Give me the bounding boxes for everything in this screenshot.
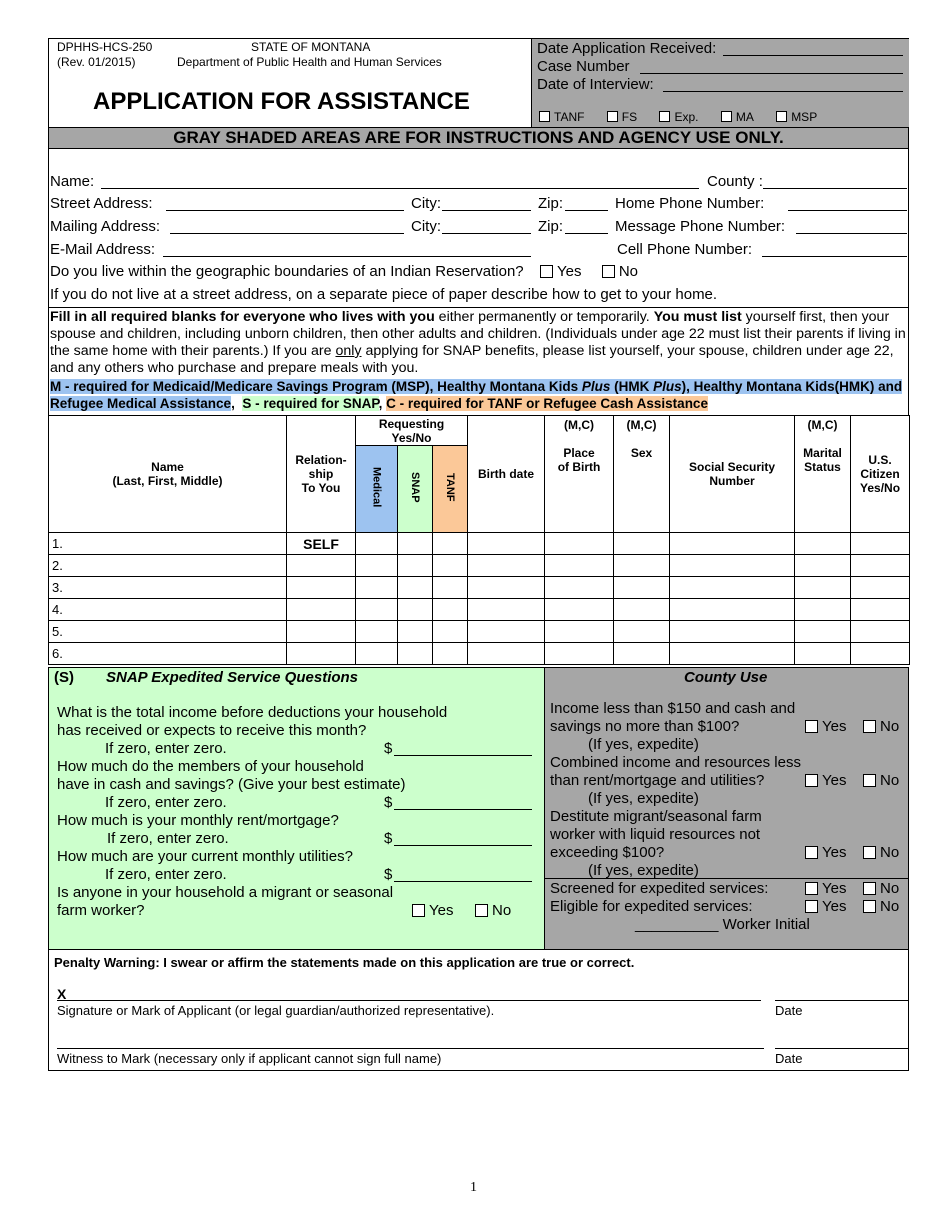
snap-title: SNAP Expedited Service Questions	[106, 669, 359, 686]
penalty-warning: Penalty Warning: I swear or affirm the statements made on this application are true or correct.	[54, 955, 635, 970]
mailing-label: Mailing Address:	[50, 218, 161, 235]
snap-q5: Is anyone in your household a migrant or seasonal	[57, 884, 394, 901]
applicant-signature-line[interactable]	[57, 1000, 761, 1001]
department: Department of Public Health and Human Services	[177, 55, 442, 69]
snap-tag: (S)	[54, 669, 74, 686]
table-row[interactable]: 3.	[49, 577, 910, 599]
household-table	[48, 415, 910, 665]
mailing-field[interactable]	[170, 233, 404, 234]
c2-yes-checkbox[interactable]: Yes	[805, 772, 846, 790]
snap-q2: How much do the members of your household	[57, 758, 364, 775]
state-name: STATE OF MONTANA	[251, 40, 371, 54]
c3-no-checkbox[interactable]: No	[863, 844, 899, 862]
applicant-date-line[interactable]	[775, 1000, 908, 1001]
cell-phone-field[interactable]	[762, 256, 907, 257]
eligible-no-checkbox[interactable]: No	[863, 898, 899, 916]
snap-expedited-section	[48, 667, 545, 950]
city-field-2[interactable]	[442, 233, 531, 234]
county-use-questions: Income less than $150 and cash and savings no more than $100? Yes No (If yes, expedite) Combined income and resources less than rent/mortgage and utilities? Yes No (If yes, expedite) Destitute migrant/seasonal farm worker with liquid resources not exceeding $100? Yes No (If yes, expedite)	[550, 700, 900, 879]
fs-checkbox[interactable]: FS	[607, 110, 637, 124]
migrant-no-checkbox[interactable]: No	[475, 902, 511, 920]
revision: (Rev. 01/2015)	[57, 55, 136, 69]
col-relationship: Relation- ship To You	[287, 416, 356, 533]
witness-label: Witness to Mark (necessary only if applicant cannot sign full name)	[57, 1051, 442, 1066]
reservation-yes-checkbox[interactable]: Yes	[540, 263, 581, 280]
gray-banner: GRAY SHADED AREAS ARE FOR INSTRUCTIONS AND AGENCY USE ONLY.	[48, 127, 909, 149]
zip-label: Zip:	[538, 195, 564, 212]
city-field[interactable]	[442, 210, 531, 211]
zip-field-2[interactable]	[565, 233, 608, 234]
date-interview-label: Date of Interview:	[537, 76, 654, 93]
screened-no-checkbox[interactable]: No	[863, 880, 899, 898]
table-row[interactable]: 6.	[49, 643, 910, 665]
col-medical: Medical	[356, 446, 398, 533]
signature-x: X	[57, 986, 67, 1002]
savings-field[interactable]	[394, 809, 532, 810]
expedited-status: Screened for expedited services: Yes No Eligible for expedited services: Yes No __________ Worker Initial	[550, 880, 906, 934]
snap-q3: How much is your monthly rent/mortgage?	[57, 812, 339, 829]
c2-no-checkbox[interactable]: No	[863, 772, 899, 790]
snap-q4: How much are your current monthly utilities?	[57, 848, 353, 865]
county-field[interactable]	[763, 188, 907, 189]
worker-initial[interactable]: __________ Worker Initial	[635, 916, 810, 933]
agency-box	[531, 39, 909, 127]
reservation-question: Do you live within the geographic boundaries of an Indian Reservation? Yes No	[50, 263, 638, 280]
table-row[interactable]: 1. SELF	[49, 533, 910, 555]
col-requesting: Requesting Yes/No	[356, 416, 468, 446]
witness-signature-line[interactable]	[57, 1048, 764, 1049]
street-label: Street Address:	[50, 195, 153, 212]
col-tanf: TANF	[433, 446, 468, 533]
home-phone-field[interactable]	[788, 210, 907, 211]
applicant-date-label: Date	[775, 1003, 803, 1018]
eligible-yes-checkbox[interactable]: Yes	[805, 898, 846, 916]
email-field[interactable]	[163, 256, 531, 257]
exp-checkbox[interactable]: Exp.	[659, 110, 698, 124]
c1-no-checkbox[interactable]: No	[863, 718, 899, 736]
email-label: E-Mail Address:	[50, 241, 156, 258]
tanf-checkbox[interactable]: TANF	[539, 110, 584, 124]
date-interview-line[interactable]	[663, 91, 903, 92]
col-marital-status: (M,C) Marital Status	[795, 416, 851, 533]
message-phone-field[interactable]	[796, 233, 907, 234]
instructions-text: Fill in all required blanks for everyone who lives with you either permanently or temporarily. You must list yourself first, then your spouse and children, including unborn children, then other adults and children. (Individuals under age 22 must list their parents if living in the same home with their parents.) If you are only applying for SNAP benefits, please list yourself, your spouse, children under age 22, and any others who purchase and prepare meals with you.	[50, 309, 906, 376]
zip-field[interactable]	[565, 210, 608, 211]
zip-label-2: Zip:	[538, 218, 564, 235]
no-street-note: If you do not live at a street address, on a separate piece of paper describe how to get to your home.	[50, 286, 718, 303]
witness-date-line[interactable]	[775, 1048, 908, 1049]
col-place-of-birth: (M,C) Place of Birth	[545, 416, 614, 533]
home-phone-label: Home Phone Number:	[615, 195, 765, 212]
screened-yes-checkbox[interactable]: Yes	[805, 880, 846, 898]
self-cell: SELF	[287, 533, 356, 555]
form-id: DPHHS-HCS-250	[57, 40, 153, 54]
migrant-yes-checkbox[interactable]: Yes	[412, 902, 453, 920]
city-label: City:	[411, 195, 441, 212]
requirement-legend: M - required for Medicaid/Medicare Savings Program (MSP), Healthy Montana Kids Plus (HMK Plus), Healthy Montana Kids(HMK) and Refugee Medical Assistance, S - required for SNAP, C - required for TANF or Refugee Cash Assistance	[50, 379, 903, 411]
page-number: 1	[470, 1180, 477, 1195]
reservation-no-checkbox[interactable]: No	[602, 263, 638, 280]
case-number-line[interactable]	[640, 73, 903, 74]
msp-checkbox[interactable]: MSP	[776, 110, 817, 124]
date-received-label: Date Application Received:	[537, 40, 717, 57]
col-name: Name (Last, First, Middle)	[49, 416, 287, 533]
col-sex: (M,C) Sex	[614, 416, 670, 533]
snap-q1: What is the total income before deductions your household	[57, 704, 448, 721]
county-use-section	[544, 667, 909, 950]
col-citizen: U.S. Citizen Yes/No	[851, 416, 910, 533]
col-ssn: Social Security Number	[670, 416, 795, 533]
col-birth-date: Birth date	[468, 416, 545, 533]
rent-field[interactable]	[394, 845, 532, 846]
case-number-label: Case Number	[537, 58, 630, 75]
income-field[interactable]	[394, 755, 532, 756]
county-label: County :	[707, 173, 763, 190]
program-checkboxes	[539, 110, 817, 124]
snap-questions: What is the total income before deductions your household has received or expects to receive this month? If zero, enter zero. $ How much do the members of your household have in cash and savings? (Give your best estimate) If zero, enter zero. $ How much is your monthly rent/mortgage? If zero, enter zero. $ How much are your current monthly utilities? If zero, enter zero. $ Is anyone in your household a migrant or seasonal farm worker? Yes No	[57, 704, 537, 920]
county-use-title: County Use	[684, 669, 768, 686]
cell-phone-label: Cell Phone Number:	[617, 241, 753, 258]
county-divider	[545, 878, 908, 879]
street-field[interactable]	[166, 210, 404, 211]
utilities-field[interactable]	[394, 881, 532, 882]
c1-yes-checkbox[interactable]: Yes	[805, 718, 846, 736]
page-title: APPLICATION FOR ASSISTANCE	[93, 88, 470, 115]
c3-yes-checkbox[interactable]: Yes	[805, 844, 846, 862]
ma-checkbox[interactable]: MA	[721, 110, 754, 124]
witness-date-label: Date	[775, 1051, 803, 1066]
table-row[interactable]: 4.	[49, 599, 910, 621]
col-snap: SNAP	[398, 446, 433, 533]
date-received-line[interactable]	[723, 55, 903, 56]
applicant-signature-label: Signature or Mark of Applicant (or legal guardian/authorized representative).	[57, 1003, 495, 1018]
table-row[interactable]: 2.	[49, 555, 910, 577]
name-label: Name:	[50, 173, 95, 190]
table-row[interactable]: 5.	[49, 621, 910, 643]
city-label-2: City:	[411, 218, 441, 235]
message-phone-label: Message Phone Number:	[615, 218, 786, 235]
name-field[interactable]	[101, 188, 699, 189]
